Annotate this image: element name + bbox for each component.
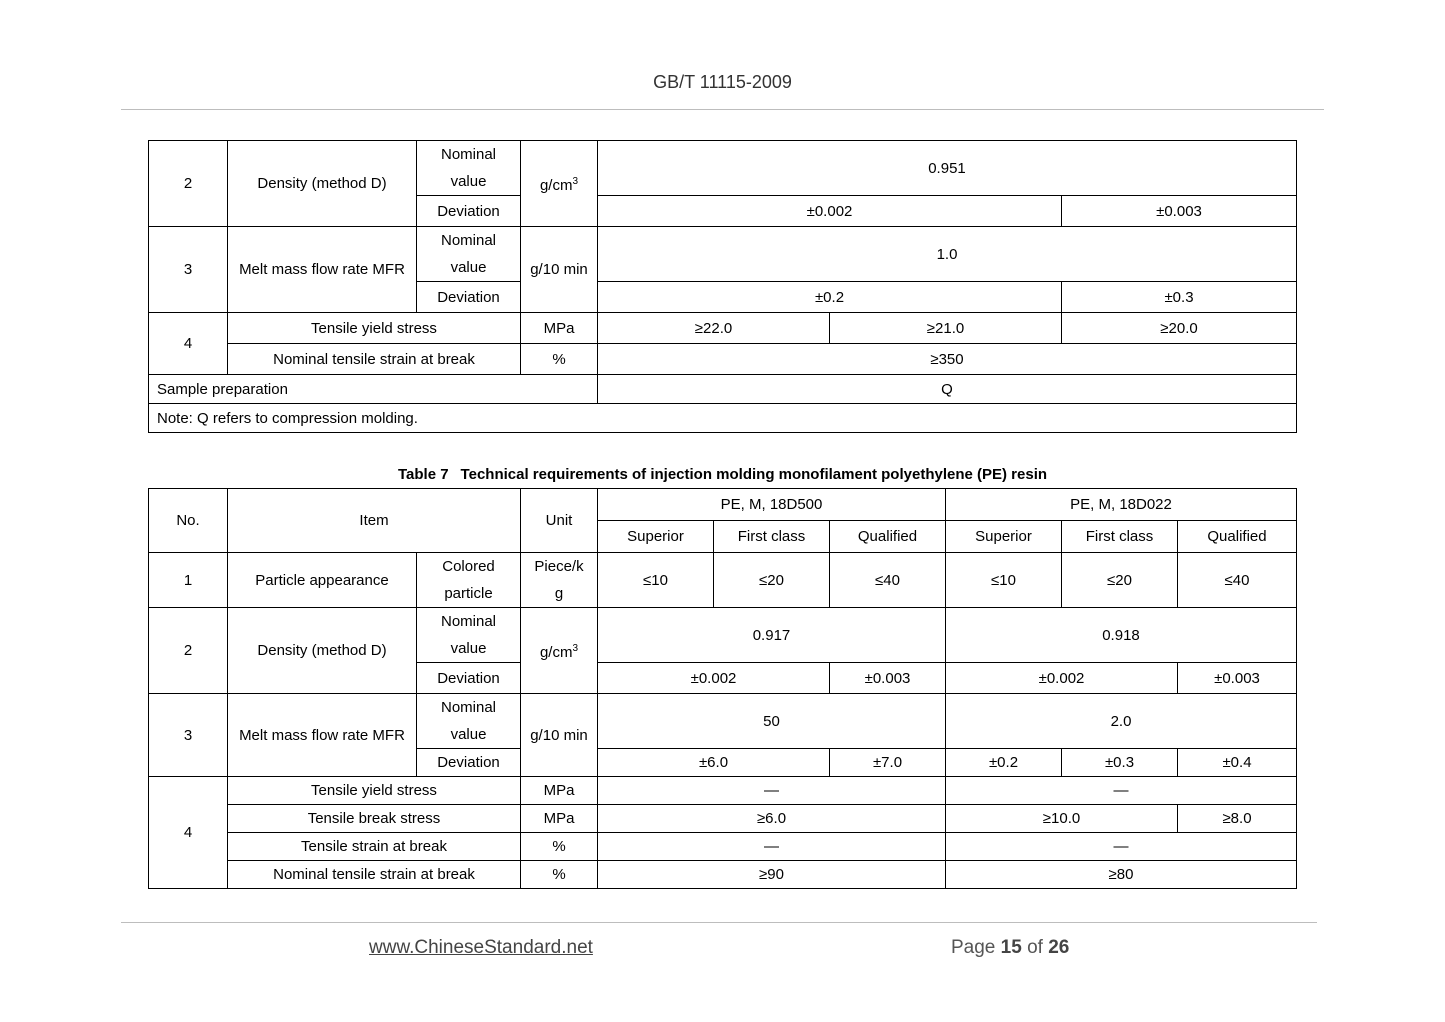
mfr-deviation-label: Deviation bbox=[417, 282, 521, 313]
t7-density-no: 2 bbox=[149, 608, 228, 694]
tensile-yield-first: ≥21.0 bbox=[830, 313, 1062, 344]
t7-mfr-deviation: ±6.0 bbox=[598, 749, 830, 777]
mfr-deviation-b: ±0.3 bbox=[1062, 282, 1297, 313]
particle-value: ≤40 bbox=[1178, 553, 1297, 608]
sample-preparation-value: Q bbox=[598, 375, 1297, 404]
density-deviation-b: ±0.003 bbox=[1062, 196, 1297, 227]
footer-site-link[interactable]: www.ChineseStandard.net bbox=[369, 937, 593, 958]
t7-mfr-deviation: ±0.4 bbox=[1178, 749, 1297, 777]
t7-mfr-nominal-b: 2.0 bbox=[946, 694, 1297, 749]
t7-yield-unit: MPa bbox=[521, 777, 598, 805]
col-header-grade-18d022: PE, M, 18D022 bbox=[946, 489, 1297, 521]
t7-mfr-deviation-label: Deviation bbox=[417, 749, 521, 777]
col-header-class: Qualified bbox=[830, 521, 946, 553]
t7-break-stress-a: ≥6.0 bbox=[598, 805, 946, 833]
t7-mfr-nominal-a: 50 bbox=[598, 694, 946, 749]
t7-density-deviation-label: Deviation bbox=[417, 663, 521, 694]
particle-value: ≤20 bbox=[714, 553, 830, 608]
t7-density-deviation: ±0.002 bbox=[598, 663, 830, 694]
t7-nominal-strain-item: Nominal tensile strain at break bbox=[228, 861, 521, 889]
particle-value: ≤20 bbox=[1062, 553, 1178, 608]
t7-mfr-deviation: ±0.2 bbox=[946, 749, 1062, 777]
t7-break-stress-unit: MPa bbox=[521, 805, 598, 833]
mfr-no: 3 bbox=[149, 227, 228, 313]
t7-break-strain-item: Tensile strain at break bbox=[228, 833, 521, 861]
t7-density-unit: $g/cm^3$ bbox=[521, 608, 598, 694]
col-header-grade-18d500: PE, M, 18D500 bbox=[598, 489, 946, 521]
t7-nominal-strain-a: ≥90 bbox=[598, 861, 946, 889]
col-header-class: Superior bbox=[598, 521, 714, 553]
density-deviation-a: ±0.002 bbox=[598, 196, 1062, 227]
mfr-deviation-a: ±0.2 bbox=[598, 282, 1062, 313]
col-header-class: Superior bbox=[946, 521, 1062, 553]
t7-density-deviation: ±0.003 bbox=[1178, 663, 1297, 694]
particle-item: Particle appearance bbox=[228, 553, 417, 608]
t7-density-deviation: ±0.003 bbox=[830, 663, 946, 694]
mfr-nominal-label: Nominal value bbox=[417, 227, 521, 282]
t7-density-nominal-label: Nominal value bbox=[417, 608, 521, 663]
t7-yield-b: — bbox=[946, 777, 1297, 805]
mfr-unit: g/10 min bbox=[521, 227, 598, 313]
header-divider bbox=[121, 109, 1324, 110]
col-header-class: Qualified bbox=[1178, 521, 1297, 553]
t7-mfr-nominal-label: Nominal value bbox=[417, 694, 521, 749]
t7-mech-no: 4 bbox=[149, 777, 228, 889]
document-code-header: GB/T 11115-2009 bbox=[653, 72, 792, 92]
mfr-item: Melt mass flow rate MFR bbox=[228, 227, 417, 313]
t7-yield-a: — bbox=[598, 777, 946, 805]
t7-density-nominal-a: 0.917 bbox=[598, 608, 946, 663]
t7-nominal-strain-unit: % bbox=[521, 861, 598, 889]
t7-density-nominal-b: 0.918 bbox=[946, 608, 1297, 663]
t7-yield-item: Tensile yield stress bbox=[228, 777, 521, 805]
tensile-yield-superior: ≥22.0 bbox=[598, 313, 830, 344]
particle-value: ≤10 bbox=[598, 553, 714, 608]
col-header-class: First class bbox=[714, 521, 830, 553]
t7-break-stress-item: Tensile break stress bbox=[228, 805, 521, 833]
density-nominal-label: Nominal value bbox=[417, 141, 521, 196]
t7-mfr-unit: g/10 min bbox=[521, 694, 598, 777]
particle-value: ≤10 bbox=[946, 553, 1062, 608]
density-nominal-value: 0.951 bbox=[598, 141, 1297, 196]
col-header-no: No. bbox=[149, 489, 228, 553]
table-note: Note: Q refers to compression molding. bbox=[149, 404, 1297, 433]
t7-density-item: Density (method D) bbox=[228, 608, 417, 694]
t7-break-strain-unit: % bbox=[521, 833, 598, 861]
tensile-strain-value: ≥350 bbox=[598, 344, 1297, 375]
density-deviation-label: Deviation bbox=[417, 196, 521, 227]
density-item: Density (method D) bbox=[228, 141, 417, 227]
t7-mfr-deviation: ±0.3 bbox=[1062, 749, 1178, 777]
col-header-item: Item bbox=[228, 489, 521, 553]
table-6-continuation bbox=[148, 140, 1297, 433]
t7-density-deviation: ±0.002 bbox=[946, 663, 1178, 694]
tensile-yield-unit: MPa bbox=[521, 313, 598, 344]
mfr-nominal-value: 1.0 bbox=[598, 227, 1297, 282]
density-no: 2 bbox=[149, 141, 228, 227]
t7-break-strain-b: — bbox=[946, 833, 1297, 861]
density-unit: $g/cm^3$ bbox=[521, 141, 598, 227]
particle-unit: Piece/k g bbox=[521, 553, 598, 608]
t7-mfr-item: Melt mass flow rate MFR bbox=[228, 694, 417, 777]
table-7 bbox=[148, 488, 1297, 889]
col-header-unit: Unit bbox=[521, 489, 598, 553]
t7-break-stress-b2: ≥8.0 bbox=[1178, 805, 1297, 833]
col-header-class: First class bbox=[1062, 521, 1178, 553]
t7-mfr-deviation: ±7.0 bbox=[830, 749, 946, 777]
particle-no: 1 bbox=[149, 553, 228, 608]
sample-preparation-label: Sample preparation bbox=[149, 375, 598, 404]
tensile-no: 4 bbox=[149, 313, 228, 375]
tensile-yield-qualified: ≥20.0 bbox=[1062, 313, 1297, 344]
footer-divider bbox=[121, 922, 1317, 923]
particle-value: ≤40 bbox=[830, 553, 946, 608]
tensile-strain-unit: % bbox=[521, 344, 598, 375]
t7-break-stress-b1: ≥10.0 bbox=[946, 805, 1178, 833]
footer-page-indicator: Page 15 of 26 bbox=[951, 937, 1070, 958]
t7-nominal-strain-b: ≥80 bbox=[946, 861, 1297, 889]
tensile-strain-item: Nominal tensile strain at break bbox=[228, 344, 521, 375]
table-7-caption: Table 7 Technical requirements of injection molding monofilament polyethylene (PE) resin bbox=[397, 466, 1048, 483]
particle-sub-item: Colored particle bbox=[417, 553, 521, 608]
t7-break-strain-a: — bbox=[598, 833, 946, 861]
t7-mfr-no: 3 bbox=[149, 694, 228, 777]
tensile-yield-item: Tensile yield stress bbox=[228, 313, 521, 344]
